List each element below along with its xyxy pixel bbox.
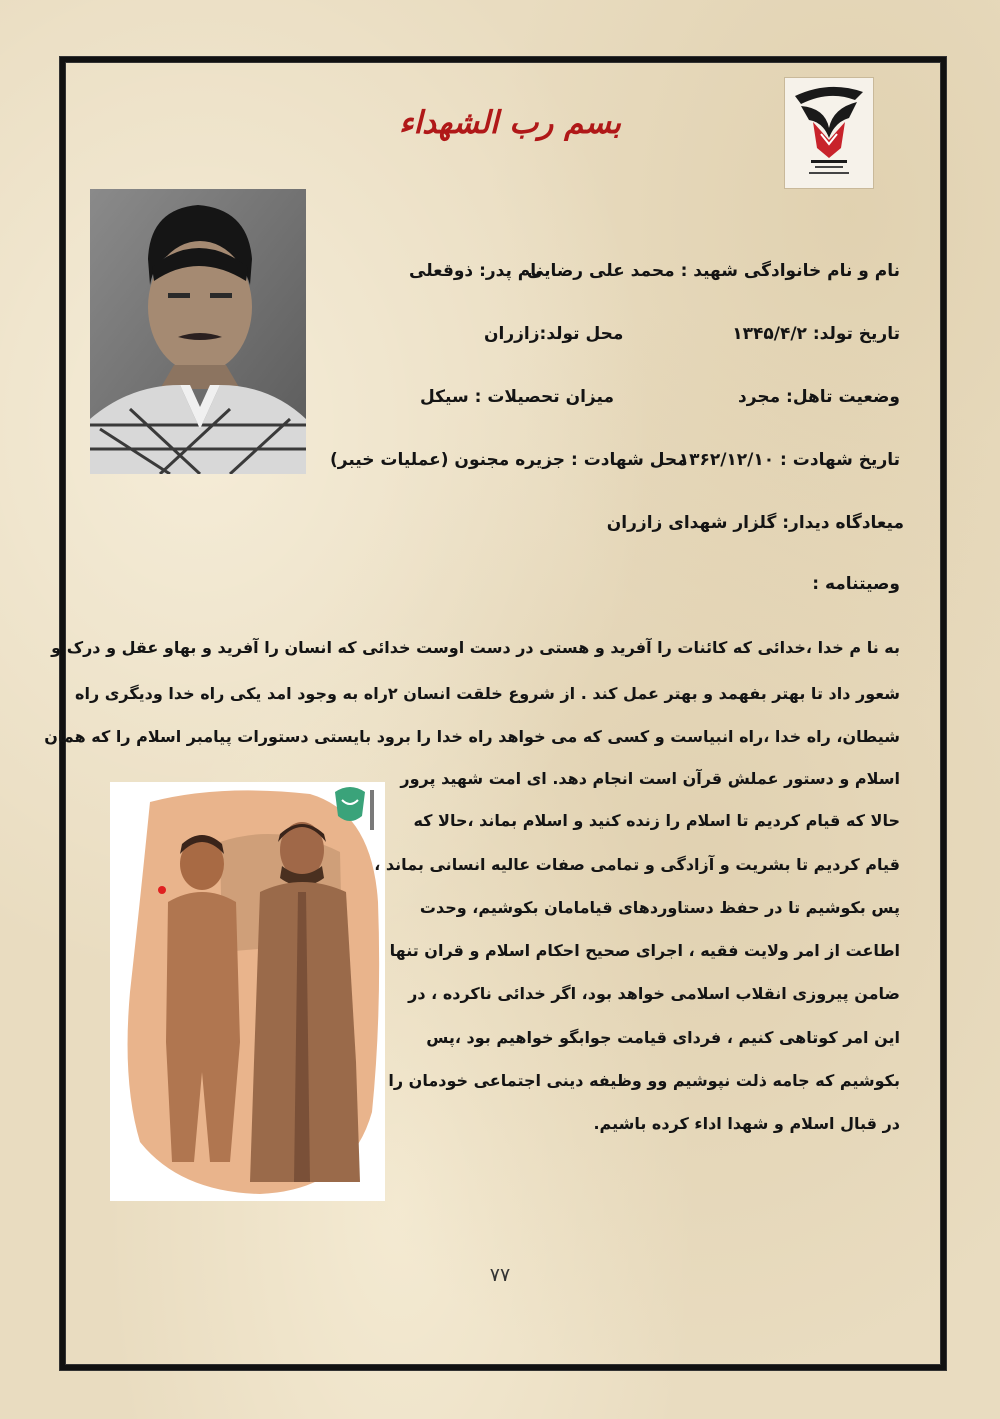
- martyr-name: نام و نام خانوادگی شهید : محمد علی رضایی: [526, 261, 900, 281]
- will-line-1: به نا م خدا ،خدائی که کائنات را آفرید و هستی در دست اوست خدائی که انسان را آفرید و بهاو عقل و درک و: [51, 638, 900, 657]
- will-line-12: در قبال اسلام و شهدا اداء کرده باشیم.: [593, 1114, 900, 1133]
- burial-place: میعادگاه دیدار: گلزار شهدای زازران: [606, 513, 904, 533]
- portrait-image: [90, 189, 306, 474]
- foundation-logo: [784, 77, 874, 189]
- education-level: میزان تحصیلات : سیکل: [420, 387, 614, 407]
- page-number: ۷۷: [489, 1264, 511, 1286]
- will-line-2: شعور داد تا بهتر بفهمد و بهتر عمل کند . از شروع خلقت انسان ۲راه به وجود امد یکی راه خدا ودیگری راه: [75, 684, 900, 703]
- will-heading: وصیتنامه :: [812, 574, 900, 594]
- will-line-11: بکوشیم که جامه ذلت نپوشیم وو وظیفه دینی اجتماعی خودمان را: [388, 1071, 900, 1090]
- marital-status: وضعیت تاهل: مجرد: [738, 387, 900, 407]
- will-line-10: این امر کوتاهی کنیم ، فردای قیامت جوابگو خواهیم بود ،پس: [426, 1028, 900, 1047]
- will-line-9: ضامن پیروزی انقلاب اسلامی خواهد بود، اگر خدائی ناکرده ، در: [408, 984, 900, 1003]
- will-line-6: قیام کردیم تا بشریت و آزادگی و تمامی صفات عالیه انسانی بماند ،: [374, 855, 900, 874]
- birth-date: تاریخ تولد: ۱۳۴۵/۴/۲: [732, 324, 900, 344]
- martyrdom-place: محل شهادت : جزیره مجنون (عملیات خیبر): [330, 450, 688, 470]
- name-line: [527, 261, 900, 281]
- father-name: نام پدر: ذوقعلی: [409, 261, 544, 281]
- will-line-7: پس بکوشیم تا در حفظ دستاوردهای قیامامان بکوشیم، وحدت: [419, 898, 900, 917]
- will-line-4: اسلام و دستور عملش قرآن است انجام دهد. ای امت شهید پرور: [400, 769, 900, 788]
- martyr-group-photo: [110, 782, 385, 1201]
- will-line-3: شیطان، راه خدا ،راه انبیاست و کسی که می خواهد راه خدا را برود بایستی دستورات پیامبر اسلام را که همان: [44, 727, 900, 746]
- group-photo-image: [110, 782, 385, 1201]
- birth-place: محل تولد:زازران: [484, 324, 624, 344]
- bismillah-heading: بسم رب الشهداء: [398, 105, 622, 141]
- will-line-8: اطاعت از امر ولایت فقیه ، اجرای صحیح احکام اسلام و قران تنها: [389, 941, 900, 960]
- martyrdom-date: تاریخ شهادت : ۱۳۶۲/۱۲/۱۰: [678, 450, 900, 470]
- foundation-emblem-icon: [785, 78, 873, 188]
- will-line-5: حالا که قیام کردیم تا اسلام را زنده کنید و اسلام بماند ،حالا که: [413, 811, 900, 830]
- martyr-portrait: [90, 189, 306, 474]
